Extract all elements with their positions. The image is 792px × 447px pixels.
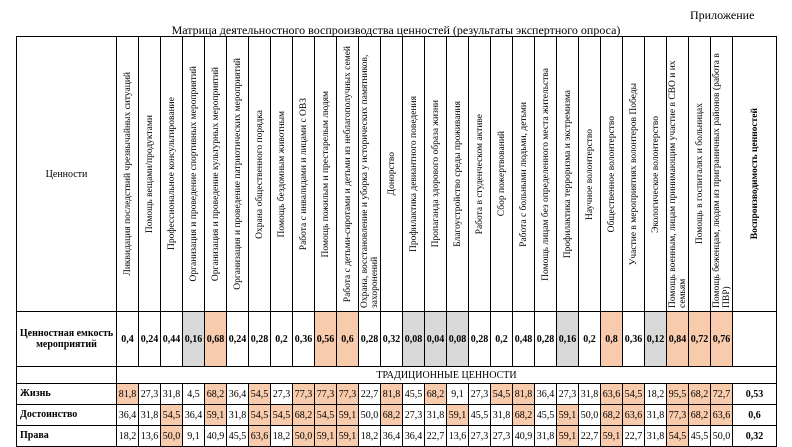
header-row: [17, 37, 777, 312]
capacity-cell: 0,32: [381, 312, 403, 367]
value-cell: 68,2: [689, 405, 711, 426]
value-cell: 36,4: [535, 384, 557, 405]
total-cell: 0,32: [733, 426, 777, 447]
section-row: [17, 367, 777, 384]
value-cell: 54,5: [315, 405, 337, 426]
value-cell: 63,6: [601, 384, 623, 405]
value-cell: 18,2: [117, 426, 139, 447]
value-cell: 54,5: [161, 405, 183, 426]
value-cell: 27,3: [491, 426, 513, 447]
column-header: [381, 37, 403, 312]
value-cell: 77,3: [337, 384, 359, 405]
column-header-label: Работа с больными людьми, детьми: [518, 101, 529, 247]
value-cell: 18,2: [645, 384, 667, 405]
value-cell: 45,5: [535, 405, 557, 426]
value-cell: 95,5: [667, 384, 689, 405]
column-header: [645, 37, 667, 312]
value-cell: 22,7: [579, 426, 601, 447]
value-cell: 4,5: [183, 384, 205, 405]
capacity-cell: 0,68: [205, 312, 227, 367]
column-header-label: Общественное волонтерство: [606, 115, 617, 233]
capacity-cell: 0,2: [491, 312, 513, 367]
value-cell: 36,4: [381, 426, 403, 447]
capacity-row: [17, 312, 777, 367]
column-header: [183, 37, 205, 312]
column-header: [425, 37, 447, 312]
total-cell: 0,53: [733, 384, 777, 405]
capacity-cell: 0,08: [403, 312, 425, 367]
value-cell: 63,6: [711, 405, 733, 426]
value-cell: 54,5: [491, 384, 513, 405]
value-cell: 54,5: [271, 405, 293, 426]
column-header-label: Помощь в госпиталях и больницах: [694, 103, 705, 245]
value-cell: 54,5: [249, 405, 271, 426]
column-header-label: Ликвидация последствий чрезвычайных ситуаций: [122, 72, 133, 276]
capacity-cell: 0,36: [623, 312, 645, 367]
capacity-cell: 0,84: [667, 312, 689, 367]
column-header: [513, 37, 535, 312]
value-cell: 81,8: [117, 384, 139, 405]
column-header-label: Экологическое волонтерство: [650, 115, 661, 233]
value-cell: 31,8: [161, 384, 183, 405]
value-cell: 9,1: [447, 384, 469, 405]
value-cell: 27,3: [403, 405, 425, 426]
total-cell: 0,6: [733, 405, 777, 426]
value-cell: 54,5: [249, 384, 271, 405]
column-header-label: Пропаганда здорового образа жизни: [430, 100, 441, 248]
value-cell: 59,1: [447, 405, 469, 426]
column-header-label: Профессиональное консультирование: [166, 97, 177, 251]
value-cell: 54,5: [623, 384, 645, 405]
capacity-label: Ценностная емкость мероприятий: [17, 312, 117, 367]
capacity-cell: 0,04: [425, 312, 447, 367]
capacity-cell: 0,28: [359, 312, 381, 367]
value-cell: 59,1: [557, 405, 579, 426]
value-cell: 68,2: [293, 405, 315, 426]
value-cell: 54,5: [667, 426, 689, 447]
value-cell: 27,3: [139, 384, 161, 405]
capacity-cell: 0,48: [513, 312, 535, 367]
value-cell: 22,7: [359, 384, 381, 405]
value-cell: 68,2: [601, 405, 623, 426]
value-cell: 13,6: [139, 426, 161, 447]
value-cell: 9,1: [183, 426, 205, 447]
capacity-cell: 0,12: [645, 312, 667, 367]
capacity-cell: 0,24: [139, 312, 161, 367]
column-header: [447, 37, 469, 312]
value-cell: 31,8: [645, 426, 667, 447]
value-cell: 27,3: [271, 384, 293, 405]
capacity-cell: 0,28: [535, 312, 557, 367]
column-header: [293, 37, 315, 312]
value-cell: 45,5: [227, 426, 249, 447]
value-cell: 72,7: [711, 384, 733, 405]
value-cell: 63,6: [249, 426, 271, 447]
capacity-cell: 0,6: [337, 312, 359, 367]
capacity-cell: 0,2: [271, 312, 293, 367]
column-header: [469, 37, 491, 312]
value-cell: 68,2: [689, 384, 711, 405]
column-header: [601, 37, 623, 312]
value-cell: 31,8: [425, 405, 447, 426]
capacity-cell: 0,56: [315, 312, 337, 367]
capacity-cell: 0,76: [711, 312, 733, 367]
capacity-cell: 0,08: [447, 312, 469, 367]
value-cell: 27,3: [557, 384, 579, 405]
column-header-label: Организация и проведение патриотических мероприятий: [232, 58, 243, 290]
value-cell: 77,3: [293, 384, 315, 405]
section-label: ТРАДИЦИОННЫЕ ЦЕННОСТИ: [117, 367, 777, 384]
value-cell: 27,3: [469, 426, 491, 447]
value-cell: 31,8: [579, 384, 601, 405]
value-cell: 59,1: [557, 426, 579, 447]
value-cell: 68,2: [425, 384, 447, 405]
value-cell: 81,8: [381, 384, 403, 405]
capacity-cell: 0,36: [293, 312, 315, 367]
column-header: [491, 37, 513, 312]
value-cell: 31,8: [227, 405, 249, 426]
value-cell: 36,4: [183, 405, 205, 426]
column-header-label: Организация и проведение культурных мероприятий: [210, 66, 221, 282]
value-cell: 31,8: [139, 405, 161, 426]
total-column-header: [733, 37, 777, 312]
column-header-label: Донорство: [386, 152, 397, 196]
value-cell: 45,5: [469, 405, 491, 426]
column-header-label: Работа в студенческом активе: [474, 113, 485, 235]
value-cell: 36,4: [227, 384, 249, 405]
value-cell: 50,0: [293, 426, 315, 447]
column-header-label: Помощь беженцам, людям из приграничных районов (работа в ПВР): [711, 53, 732, 308]
values-matrix-table: [16, 36, 777, 447]
value-cell: 50,0: [579, 405, 601, 426]
column-header-label: Помощь вещами/продуктами: [144, 114, 155, 234]
column-header-label: Организация и проведение спортивных мероприятий: [188, 66, 199, 282]
value-cell: 50,0: [161, 426, 183, 447]
table-row: [17, 384, 777, 405]
column-header-label: Профилактика девиантного поведения: [408, 96, 419, 252]
capacity-cell: 0,24: [227, 312, 249, 367]
value-cell: 68,2: [205, 384, 227, 405]
value-cell: 59,1: [337, 426, 359, 447]
appendix-label: Приложение: [690, 8, 755, 22]
row-label: Права: [17, 426, 117, 447]
column-header-label: Благоустройство среды проживания: [452, 101, 463, 247]
column-header: [271, 37, 293, 312]
value-cell: 45,5: [403, 384, 425, 405]
value-cell: 36,4: [403, 426, 425, 447]
capacity-cell: 0,16: [183, 312, 205, 367]
value-cell: 77,3: [315, 384, 337, 405]
corner-label: Ценности: [17, 37, 117, 312]
column-header-label: Сбор пожертвований: [496, 131, 507, 217]
capacity-cell: 0,72: [689, 312, 711, 367]
column-header: [315, 37, 337, 312]
document-title: Матрица деятельностного воспроизводства ценностей (результаты экспертного опроса): [171, 23, 621, 37]
column-header-label: Работа с детьми-сиротами и детьми из неблагополучных семей: [342, 45, 353, 303]
capacity-cell: 0,16: [557, 312, 579, 367]
column-header-label: Участие в мероприятиях волонтеров Победы: [628, 82, 639, 266]
column-header: [205, 37, 227, 312]
value-cell: 68,2: [381, 405, 403, 426]
value-cell: 36,4: [117, 405, 139, 426]
column-header-label: Охрана, восстановление и уборка у исторических памятников, захоронений: [359, 54, 380, 308]
row-label: Достоинство: [17, 405, 117, 426]
value-cell: 59,1: [601, 426, 623, 447]
capacity-cell: 0,4: [117, 312, 139, 367]
column-header: [161, 37, 183, 312]
value-cell: 50,0: [359, 405, 381, 426]
column-header: [711, 37, 733, 312]
column-header: [359, 37, 381, 312]
value-cell: 68,2: [513, 405, 535, 426]
value-cell: 13,6: [447, 426, 469, 447]
value-cell: 40,9: [513, 426, 535, 447]
column-header-label: Помощь бездомным животным: [276, 110, 287, 238]
column-header: [535, 37, 557, 312]
column-header: [623, 37, 645, 312]
column-header: [227, 37, 249, 312]
value-cell: 50,0: [711, 426, 733, 447]
capacity-cell: 0,28: [469, 312, 491, 367]
column-header: [689, 37, 711, 312]
capacity-cell: 0,2: [579, 312, 601, 367]
value-cell: 31,8: [491, 405, 513, 426]
capacity-cell: 0,8: [601, 312, 623, 367]
row-label: Жизнь: [17, 384, 117, 405]
value-cell: 22,7: [425, 426, 447, 447]
value-cell: 63,6: [623, 405, 645, 426]
value-cell: 27,3: [469, 384, 491, 405]
column-header-label: Охрана общественного порядка: [254, 109, 265, 239]
value-cell: 59,1: [315, 426, 337, 447]
value-cell: 45,5: [689, 426, 711, 447]
column-header-label: Помощь лицам без определенного места жительства: [540, 67, 551, 281]
capacity-cell: 0,44: [161, 312, 183, 367]
value-cell: 81,8: [513, 384, 535, 405]
column-header: [403, 37, 425, 312]
column-header-label: Научное волонтерство: [584, 128, 595, 220]
column-header: [579, 37, 601, 312]
value-cell: 31,8: [535, 426, 557, 447]
column-header-label: Помощь военным, лицам принимающим участие в СВО и их семьям: [667, 60, 688, 308]
value-cell: 40,9: [205, 426, 227, 447]
column-header: [667, 37, 689, 312]
value-cell: 59,1: [337, 405, 359, 426]
total-column-label: Воспроизводимость ценностей: [749, 108, 760, 240]
value-cell: 22,7: [623, 426, 645, 447]
capacity-cell-empty: [733, 312, 777, 367]
column-header: [117, 37, 139, 312]
column-header-label: Работа с инвалидами и лицами с ОВЗ: [298, 97, 309, 251]
value-cell: 18,2: [359, 426, 381, 447]
column-header: [249, 37, 271, 312]
table-row: [17, 405, 777, 426]
column-header: [139, 37, 161, 312]
table-row: [17, 426, 777, 447]
value-cell: 31,8: [645, 405, 667, 426]
column-header-label: Профилактика терроризма и экстремизма: [562, 89, 573, 259]
value-cell: 77,3: [667, 405, 689, 426]
column-header: [557, 37, 579, 312]
value-cell: 59,1: [205, 405, 227, 426]
value-cell: 18,2: [271, 426, 293, 447]
capacity-cell: 0,28: [249, 312, 271, 367]
column-header-label: Помощь пожилым и престарелым людям: [320, 90, 331, 258]
column-header: [337, 37, 359, 312]
